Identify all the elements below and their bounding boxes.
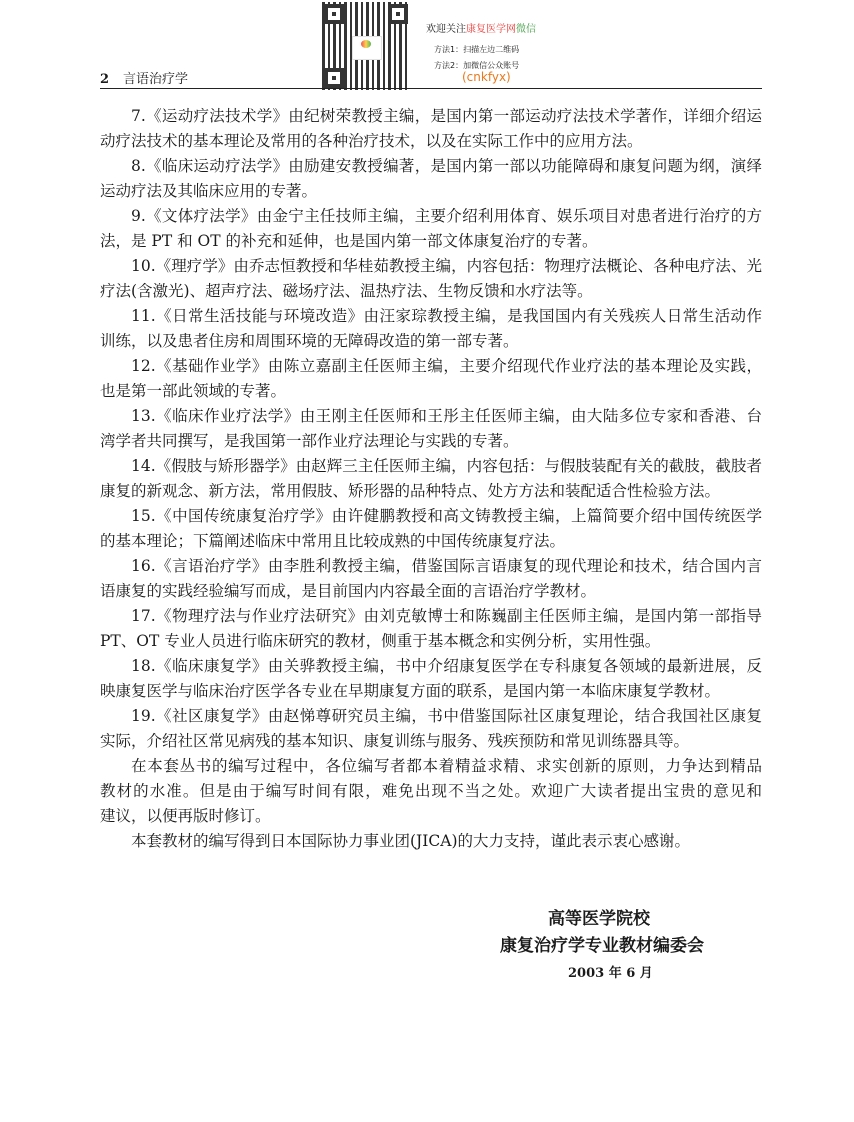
paragraph [100,154,762,204]
text-line: 教材的水准。但是由于编写时间有限，难免出现不当之处。欢迎广大读者提出宝贵的意见和 [100,782,762,800]
text-line: 9.《文体疗法学》由金宁主任技师主编，主要介绍利用体育、娱乐项目对患者进行治疗的方 [131,207,762,225]
text-line: 语康复的实践经验编写而成，是目前国内内容最全面的言语治疗学教材。 [100,582,597,600]
text-line: 法，是 PT 和 OT 的补充和延伸，也是国内第一部文体康复治疗的专著。 [100,232,598,250]
text-line: 8.《临床运动疗法学》由励建安教授编著，是国内第一部以功能障碍和康复问题为纲，演绎 [131,157,762,175]
paragraph [100,554,762,604]
text-line: 湾学者共同撰写，是我国第一部作业疗法理论与实践的专著。 [100,432,519,450]
body-text [100,104,762,854]
paragraph [100,654,762,704]
paragraph [100,704,762,754]
text-line: 10.《理疗学》由乔志恒教授和华桂茹教授主编，内容包括：物理疗法概论、各种电疗法、光 [131,257,762,275]
signature-date: 2003 年 6 月 [568,966,653,981]
text-line: 7.《运动疗法技术学》由纪树荣教授主编，是国内第一部运动疗法技术学著作，详细介绍运 [131,107,762,125]
text-line: 14.《假肢与矫形器学》由赵辉三主任医师主编，内容包括：与假肢装配有关的截肢，截肢者 [131,457,762,475]
signature-institution: 高等医学院校 [548,909,650,929]
text-line: 15.《中国传统康复治疗学》由许健鹏教授和高文铸教授主编，上篇简要介绍中国传统医学 [131,507,762,525]
text-line: 也是第一部此领域的专著。 [100,382,287,400]
paragraph [100,104,762,154]
text-line: PT、OT 专业人员进行临床研究的教材，侧重于基本概念和实例分析，实用性强。 [100,632,661,650]
book-title: 言语治疗学 [123,72,189,87]
promo-title: 欢迎关注康复医学网微信 [426,24,536,35]
text-line: 建议，以便再版时修订。 [100,807,271,825]
text-line: 11.《日常生活技能与环境改造》由汪家琮教授主编，是我国国内有关残疾人日常生活动作 [131,307,762,325]
text-line: 16.《言语治疗学》由李胜利教授主编，借鉴国际言语康复的现代理论和技术，结合国内言 [131,557,762,575]
text-line: 实际，介绍社区常见病残的基本知识、康复训练与服务、残疾预防和常见训练器具等。 [100,732,690,750]
text-line: 17.《物理疗法与作业疗法研究》由刘克敏博士和陈巍副主任医师主编，是国内第一部指导 [131,607,762,625]
paragraph [100,829,762,854]
promo-account: (cnkfyx) [462,70,511,84]
running-header [100,68,762,89]
text-line: 训练，以及患者住房和周围环境的无障碍改造的第一部专著。 [100,332,519,350]
promo-method-1: 方法1：扫描左边二维码 [434,45,520,54]
text-line: 在本套丛书的编写过程中，各位编写者都本着精益求精、求实创新的原则，力争达到精品 [131,757,762,775]
text-line: 19.《社区康复学》由赵悌尊研究员主编，书中借鉴国际社区康复理论，结合我国社区康复 [131,707,762,725]
paragraph [100,454,762,504]
text-line: 动疗法技术的基本理论及常用的各种治疗技术，以及在实际工作中的应用方法。 [100,132,643,150]
text-line: 疗法(含激光)、超声疗法、磁场疗法、温热疗法、生物反馈和水疗法等。 [100,282,593,300]
text-line: 映康复医学与临床治疗医学各专业在早期康复方面的联系，是国内第一本临床康复学教材。 [100,682,721,700]
paragraph [100,204,762,254]
text-line: 13.《临床作业疗法学》由王刚主任医师和王彤主任医师主编，由大陆多位专家和香港、台 [131,407,762,425]
page-number: 2 [100,72,110,87]
paragraph [100,504,762,554]
paragraph [100,604,762,654]
logo-icon [352,36,382,60]
paragraph [100,354,762,404]
paragraph [100,304,762,354]
text-line: 运动疗法及其临床应用的专著。 [100,182,318,200]
text-line: 12.《基础作业学》由陈立嘉副主任医师主编，主要介绍现代作业疗法的基本理论及实践， [131,357,762,375]
text-line: 的基本理论；下篇阐述临床中常用且比较成熟的中国传统康复疗法。 [100,532,566,550]
text-line: 本套教材的编写得到日本国际协力事业团(JICA)的大力支持，谨此表示衷心感谢。 [131,832,690,850]
paragraph [100,254,762,304]
text-line: 康复的新观念、新方法，常用假肢、矫形器的品种特点、处方方法和装配适合性检验方法。 [100,482,721,500]
signature-committee: 康复治疗学专业教材编委会 [500,936,704,956]
paragraph [100,754,762,829]
promo-method-2: 方法2：加微信公众账号 [434,61,520,70]
text-line: 18.《临床康复学》由关骅教授主编，书中介绍康复医学在专科康复各领域的最新进展，反 [131,657,762,675]
paragraph [100,404,762,454]
